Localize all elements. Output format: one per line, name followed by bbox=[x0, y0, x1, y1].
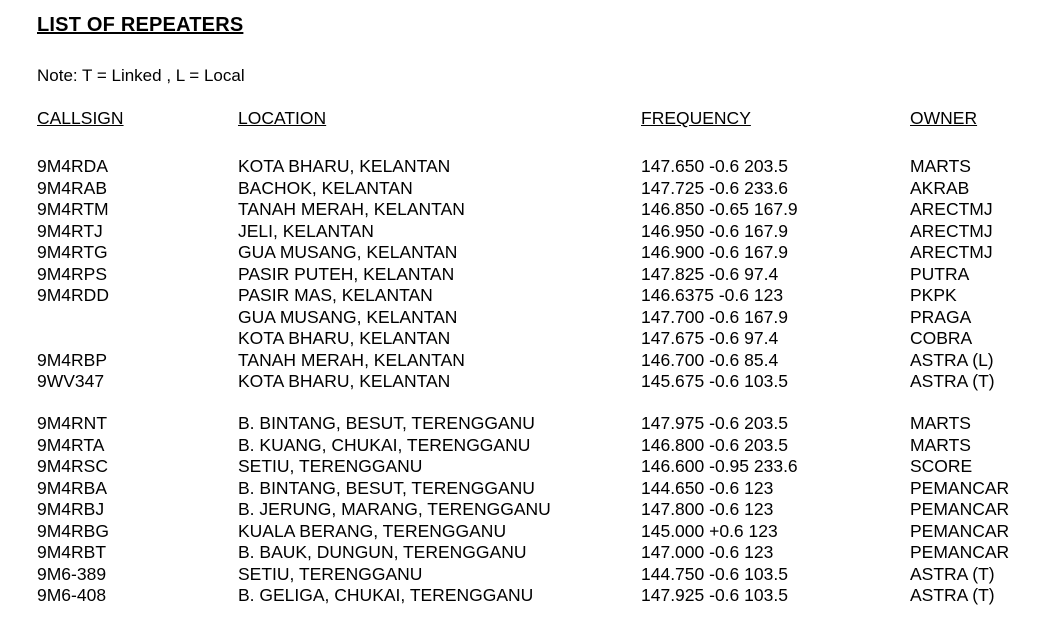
cell-frequency: 147.925 -0.6 103.5 bbox=[641, 585, 788, 605]
cell-owner: PEMANCAR bbox=[910, 499, 1010, 519]
cell-location: KOTA BHARU, KELANTAN bbox=[238, 328, 451, 348]
cell-frequency: 147.675 -0.6 97.4 bbox=[641, 328, 779, 348]
cell-callsign: 9M4RSC bbox=[37, 456, 108, 476]
cell-callsign: 9M4RBG bbox=[37, 520, 109, 541]
cell-callsign: 9M6-408 bbox=[37, 585, 107, 605]
cell-owner: PEMANCAR bbox=[910, 542, 1010, 562]
cell-callsign: 9M6-389 bbox=[37, 563, 107, 584]
header-callsign: CALLSIGN bbox=[37, 108, 124, 128]
cell-frequency: 147.975 -0.6 203.5 bbox=[641, 413, 788, 433]
cell-callsign: 9M4RPS bbox=[37, 263, 108, 284]
legend-note: Note: T = Linked , L = Local bbox=[37, 66, 245, 85]
cell-owner: COBRA bbox=[910, 328, 973, 348]
cell-callsign: 9M4RBT bbox=[37, 542, 107, 562]
cell-location: B. BINTANG, BESUT, TERENGGANU bbox=[238, 477, 535, 498]
cell-callsign: 9M4RDD bbox=[37, 285, 109, 305]
cell-frequency: 146.950 -0.6 167.9 bbox=[641, 220, 788, 241]
cell-frequency: 146.6375 -0.6 123 bbox=[641, 285, 784, 305]
cell-owner: ARECTMJ bbox=[910, 220, 993, 241]
cell-frequency: 146.800 -0.6 203.5 bbox=[641, 434, 788, 455]
cell-location: PASIR PUTEH, KELANTAN bbox=[238, 263, 455, 284]
cell-callsign: 9WV347 bbox=[37, 371, 105, 391]
cell-location: B. JERUNG, MARANG, TERENGGANU bbox=[238, 499, 551, 519]
cell-callsign: 9M4RTJ bbox=[37, 220, 103, 241]
cell-callsign: 9M4RTG bbox=[37, 242, 108, 262]
cell-frequency: 144.750 -0.6 103.5 bbox=[641, 563, 788, 584]
cell-owner: ARECTMJ bbox=[910, 242, 993, 262]
cell-location: GUA MUSANG, KELANTAN bbox=[238, 242, 458, 262]
cell-callsign: 9M4RBA bbox=[37, 477, 108, 498]
cell-location: GUA MUSANG, KELANTAN bbox=[238, 306, 458, 327]
cell-callsign: 9M4RBJ bbox=[37, 499, 105, 519]
cell-owner: PKPK bbox=[910, 285, 957, 305]
cell-frequency: 147.650 -0.6 203.5 bbox=[641, 156, 788, 176]
cell-callsign: 9M4RDA bbox=[37, 156, 108, 176]
cell-location: KOTA BHARU, KELANTAN bbox=[238, 371, 451, 391]
cell-frequency: 147.000 -0.6 123 bbox=[641, 542, 774, 562]
cell-owner: ASTRA (T) bbox=[910, 563, 995, 584]
cell-frequency: 147.825 -0.6 97.4 bbox=[641, 263, 779, 284]
cell-owner: MARTS bbox=[910, 413, 971, 433]
cell-location: TANAH MERAH, KELANTAN bbox=[238, 199, 465, 219]
cell-frequency: 147.800 -0.6 123 bbox=[641, 499, 774, 519]
cell-location: PASIR MAS, KELANTAN bbox=[238, 285, 433, 305]
cell-owner: AKRAB bbox=[910, 177, 970, 198]
cell-owner: ARECTMJ bbox=[910, 199, 993, 219]
cell-owner: ASTRA (L) bbox=[910, 349, 994, 370]
cell-owner: MARTS bbox=[910, 434, 971, 455]
cell-callsign: 9M4RNT bbox=[37, 413, 108, 433]
cell-owner: PRAGA bbox=[910, 306, 972, 327]
cell-callsign: 9M4RBP bbox=[37, 349, 108, 370]
header-frequency: FREQUENCY bbox=[641, 108, 751, 128]
cell-callsign: 9M4RTM bbox=[37, 199, 109, 219]
cell-location: KUALA BERANG, TERENGGANU bbox=[238, 520, 507, 541]
cell-frequency: 145.000 +0.6 123 bbox=[641, 520, 778, 541]
cell-owner: PUTRA bbox=[910, 263, 970, 284]
cell-frequency: 146.700 -0.6 85.4 bbox=[641, 349, 779, 370]
cell-frequency: 146.600 -0.95 233.6 bbox=[641, 456, 798, 476]
cell-owner: SCORE bbox=[910, 456, 973, 476]
cell-callsign: 9M4RAB bbox=[37, 177, 108, 198]
cell-owner: PEMANCAR bbox=[910, 520, 1010, 541]
page-title: LIST OF REPEATERS bbox=[37, 14, 244, 36]
cell-owner: MARTS bbox=[910, 156, 971, 176]
cell-frequency: 146.900 -0.6 167.9 bbox=[641, 242, 788, 262]
cell-frequency: 145.675 -0.6 103.5 bbox=[641, 371, 788, 391]
cell-owner: ASTRA (T) bbox=[910, 585, 995, 605]
cell-location: B. GELIGA, CHUKAI, TERENGGANU bbox=[238, 585, 534, 605]
cell-frequency: 146.850 -0.65 167.9 bbox=[641, 199, 798, 219]
cell-location: SETIU, TERENGGANU bbox=[238, 563, 423, 584]
cell-location: JELI, KELANTAN bbox=[238, 220, 374, 241]
cell-location: KOTA BHARU, KELANTAN bbox=[238, 156, 451, 176]
cell-location: BACHOK, KELANTAN bbox=[238, 177, 413, 198]
cell-location: TANAH MERAH, KELANTAN bbox=[238, 349, 465, 370]
header-location: LOCATION bbox=[238, 108, 327, 128]
cell-location: B. BAUK, DUNGUN, TERENGGANU bbox=[238, 542, 527, 562]
cell-frequency: 147.725 -0.6 233.6 bbox=[641, 177, 788, 198]
cell-location: B. BINTANG, BESUT, TERENGGANU bbox=[238, 413, 535, 433]
cell-callsign: 9M4RTA bbox=[37, 434, 105, 455]
cell-frequency: 144.650 -0.6 123 bbox=[641, 477, 774, 498]
cell-frequency: 147.700 -0.6 167.9 bbox=[641, 306, 788, 327]
header-owner: OWNER bbox=[910, 108, 978, 128]
cell-location: SETIU, TERENGGANU bbox=[238, 456, 423, 476]
cell-owner: ASTRA (T) bbox=[910, 371, 995, 391]
cell-location: B. KUANG, CHUKAI, TERENGGANU bbox=[238, 434, 531, 455]
cell-owner: PEMANCAR bbox=[910, 477, 1010, 498]
